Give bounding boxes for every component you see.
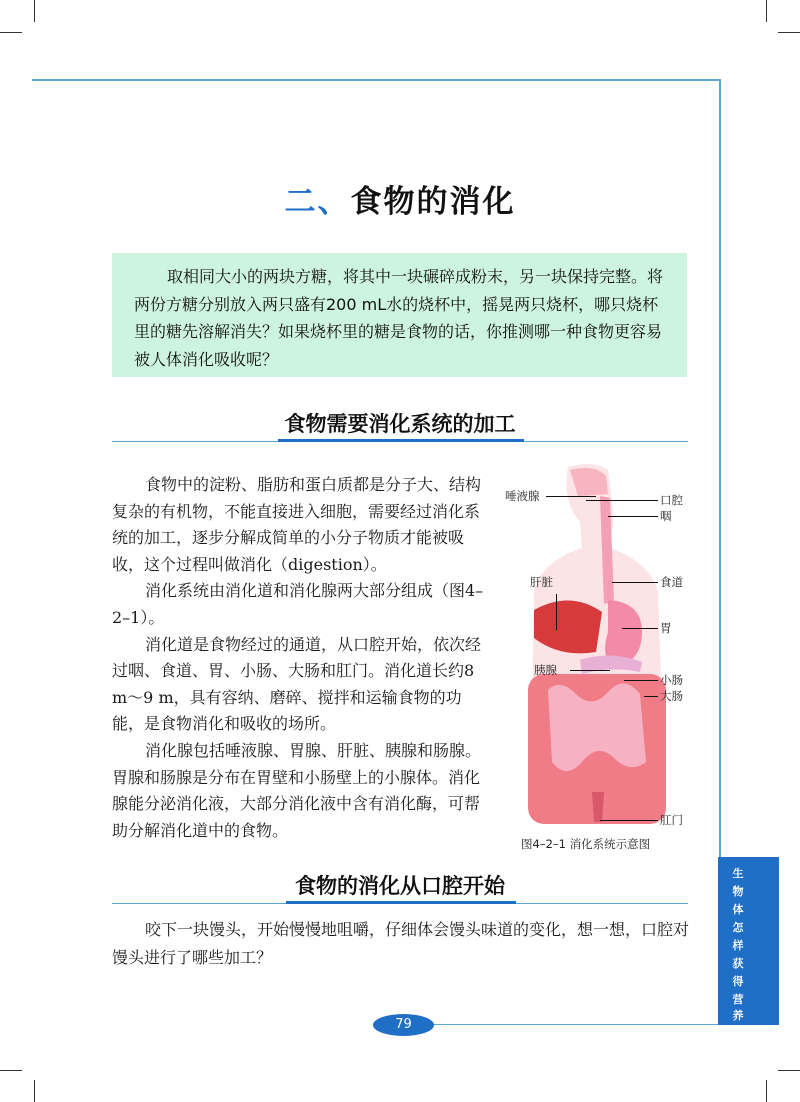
label-esophagus: 食道 — [660, 575, 683, 589]
label-salivary-gland: 唾液腺 — [505, 489, 540, 503]
leader-line — [600, 820, 658, 821]
title-text: 食物的消化 — [350, 184, 516, 220]
paragraph: 消化道是食物经过的通道，从口腔开始，依次经过咽、食道、胃、小肠、大肠和肛门。消化道长约8 m～9 m，具有容纳、磨碎、搅拌和运输食物的功能，是食物消化和吸收的场所。 — [112, 634, 482, 734]
label-anus: 肛门 — [660, 813, 683, 827]
side-tab-char: 生 — [732, 867, 744, 880]
side-tab-char: 怎 — [732, 921, 744, 934]
page-title — [0, 176, 800, 221]
section-rule-accent — [278, 439, 524, 442]
side-tab-char: 养 — [732, 1009, 744, 1022]
figure-caption: 图4–2–1 消化系统示意图 — [521, 837, 651, 851]
crop-mark — [0, 1070, 22, 1071]
chapter-side-tab — [718, 857, 779, 1025]
leader-line — [586, 500, 658, 501]
crop-mark — [778, 1070, 800, 1071]
paragraph: 食物中的淀粉、脂肪和蛋白质都是分子大、结构复杂的有机物，不能直接进入细胞，需要经过消化系统的加工，逐步分解成简单的小分子物质才能被吸收，这个过程叫做消化（digestion）。 — [112, 475, 482, 574]
crop-mark — [34, 0, 35, 22]
side-tab-char: 物 — [732, 885, 744, 898]
label-stomach: 胃 — [660, 621, 672, 635]
paragraph: 消化腺包括唾液腺、胃腺、肝脏、胰腺和肠腺。胃腺和肠腺是分布在胃壁和小肠壁上的小腺体。消化腺能分泌消化液，大部分消化液中含有消化酶，可帮助分解消化道中的食物。 — [112, 740, 482, 840]
leader-line — [608, 516, 658, 517]
page-frame-top — [32, 79, 721, 81]
side-tab-char: 体 — [732, 903, 744, 916]
side-tab-char: 样 — [732, 939, 744, 952]
crop-mark — [778, 32, 800, 33]
label-liver: 肝脏 — [530, 575, 553, 589]
side-tab-char: 营 — [732, 993, 744, 1006]
label-pharynx: 咽 — [660, 509, 672, 523]
label-small-intestine: 小肠 — [660, 673, 683, 687]
intro-box — [112, 253, 687, 377]
leader-line — [624, 680, 658, 681]
leader-line — [644, 696, 658, 697]
section-heading: 食物需要消化系统的加工 — [284, 412, 516, 436]
side-tab-char: 获 — [732, 957, 744, 970]
side-tab-char: 得 — [732, 975, 744, 988]
section1-body — [112, 472, 490, 844]
leader-line — [612, 582, 658, 583]
paragraph: 咬下一块馒头，开始慢慢地咀嚼，仔细体会馒头味道的变化，想一想，口腔对馒头进行了哪些加工？ — [112, 920, 690, 967]
title-number: 二、 — [284, 184, 351, 220]
label-large-intestine: 大肠 — [660, 689, 683, 703]
crop-mark — [766, 1080, 767, 1102]
leader-line — [556, 594, 557, 630]
crop-mark — [766, 0, 767, 22]
intro-text: 取相同大小的两块方糖，将其中一块碾碎成粉末，另一块保持完整。将两份方糖分别放入两只盛有200 mL水的烧杯中，摇晃两只烧杯，哪只烧杯里的糖先溶解消失？如果烧杯里的糖是食物的话，你推测哪一种食物更容易被人体消化吸收呢？ — [134, 267, 664, 369]
paragraph: 消化系统由消化道和消化腺两大部分组成（图4–2–1）。 — [112, 581, 484, 627]
crop-mark — [0, 32, 22, 33]
rectum — [592, 792, 604, 822]
digestive-system-figure — [500, 462, 700, 852]
leader-line — [546, 496, 596, 497]
leader-line — [570, 670, 610, 671]
section2-body — [112, 916, 690, 972]
label-pancreas: 胰腺 — [534, 663, 557, 677]
page-number: 79 — [373, 1014, 434, 1036]
leader-line — [622, 628, 658, 629]
label-mouth: 口腔 — [660, 493, 683, 507]
section-rule-accent — [286, 901, 516, 904]
crop-mark — [34, 1080, 35, 1102]
section-heading: 食物的消化从口腔开始 — [295, 874, 505, 898]
